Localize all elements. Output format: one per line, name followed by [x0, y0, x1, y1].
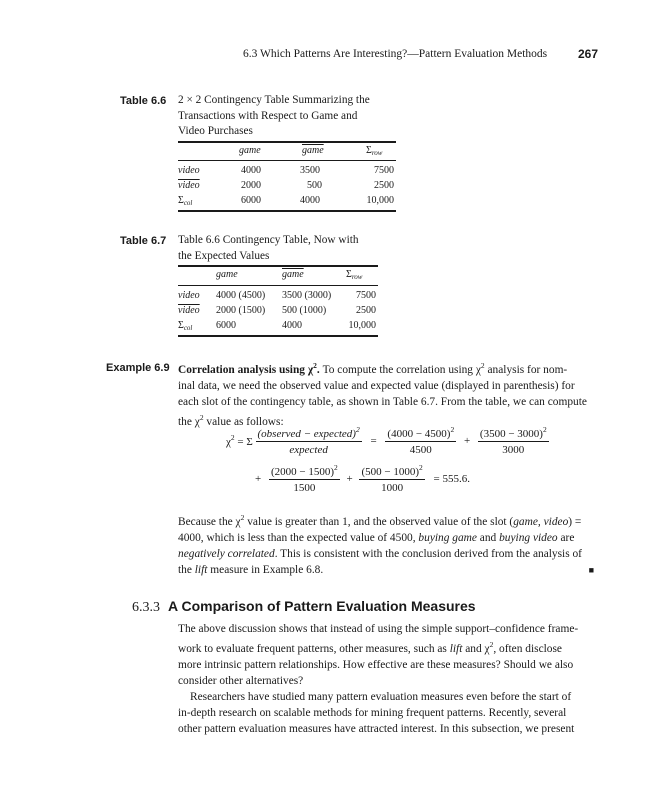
cell: 2500 — [356, 305, 376, 316]
text-line: each slot of the contingency table, as shown in Table 6.7. From the table, we can compute — [178, 396, 587, 408]
text-line — [178, 358, 596, 378]
numerator — [269, 463, 340, 480]
fraction — [385, 425, 456, 456]
sub: row — [371, 149, 383, 157]
cell: 10,000 — [366, 195, 394, 206]
table-6-6-caption — [178, 93, 428, 140]
table-6-6-label: Table 6.6 — [120, 95, 167, 107]
section-heading — [132, 598, 476, 616]
text-line: in-depth research on scalable methods for mining frequent patterns. Recently, several — [178, 707, 567, 719]
example-intro — [178, 358, 596, 430]
sup: 2 — [489, 640, 494, 649]
caption-line: 2 × 2 Contingency Table Summarizing the — [178, 94, 370, 106]
caption-line: Video Purchases — [178, 125, 253, 137]
equals: = — [370, 434, 377, 447]
cell: 10,000 — [348, 320, 376, 331]
table-row — [178, 318, 378, 333]
result: = 555.6. — [433, 472, 470, 485]
running-head — [243, 48, 598, 60]
text-line: consider other alternatives? — [178, 675, 304, 687]
cell: 2000 — [241, 180, 261, 191]
text-line: other pattern evaluation measures have attracted interest. In this subsection, we present — [178, 723, 575, 735]
text: measure in Example 6.8. — [207, 564, 324, 576]
text-line — [178, 562, 596, 578]
row-label: video — [178, 290, 200, 301]
col-header-game: game — [239, 145, 261, 156]
plus: + — [463, 434, 471, 447]
equation-line-1 — [226, 425, 549, 456]
plus: + — [255, 472, 262, 485]
table-top-rule — [178, 141, 396, 143]
cell: 7500 — [374, 165, 394, 176]
sup: 2 — [313, 361, 317, 370]
table-header-row — [178, 145, 396, 159]
text: lift — [194, 564, 208, 576]
sup: 2 — [355, 425, 360, 434]
caption-line: the Expected Values — [178, 249, 270, 262]
cell: 500 (1000) — [282, 305, 327, 316]
caption-line: Table 6.6 Contingency Table, Now with — [178, 234, 359, 246]
table-header-rule — [178, 160, 396, 161]
fraction — [269, 463, 340, 494]
cell: 2000 (1500) — [216, 305, 266, 316]
denominator: 1500 — [293, 482, 316, 494]
text-line: Researchers have studied many pattern evaluation measures even before the start of — [190, 691, 572, 703]
table-6-6-body — [178, 163, 396, 208]
row-label — [178, 318, 192, 336]
text: (4000 − 4500) — [387, 428, 451, 440]
caption-line: Transactions with Respect to Game and — [178, 109, 358, 122]
page-number: 267 — [577, 47, 598, 61]
cell: 500 — [307, 180, 322, 191]
sigma: Σ — [346, 269, 352, 280]
text: . This is consistent with the conclusion derived from the analysis of — [274, 548, 582, 560]
numerator — [359, 463, 424, 480]
text-line — [178, 530, 596, 546]
example-title — [178, 361, 320, 376]
table-6-7-label: Table 6.7 — [120, 235, 167, 247]
cell: 2500 — [374, 180, 394, 191]
table-bottom-rule — [178, 335, 378, 337]
cell: 4000 (4500) — [216, 290, 266, 301]
text: and — [476, 532, 500, 544]
row-label: video — [178, 305, 200, 316]
numerator — [256, 425, 362, 442]
text: (3500 − 3000) — [479, 428, 543, 440]
example-conclusion — [178, 510, 596, 578]
col-header-not-game: game — [282, 269, 304, 280]
col-header-row-total — [366, 145, 382, 157]
denominator: 1000 — [381, 482, 404, 494]
sub: col — [183, 324, 193, 332]
text: lift — [449, 643, 463, 655]
fraction — [256, 425, 362, 456]
chi: χ — [226, 436, 231, 448]
col-header-game: game — [216, 269, 238, 280]
section-title: A Comparison of Pattern Evaluation Measures — [168, 598, 476, 614]
sup: 2 — [230, 433, 235, 442]
table-top-rule — [178, 265, 378, 267]
row-label: video — [178, 165, 200, 176]
equation-line-2 — [255, 463, 470, 494]
table-6-7-caption — [178, 233, 428, 264]
cell: 6000 — [241, 195, 261, 206]
running-title: 6.3 Which Patterns Are Interesting?—Pattern Evaluation Methods — [243, 48, 548, 60]
text: value as follows: — [203, 416, 284, 428]
table-bottom-rule — [178, 210, 396, 212]
text-line: more intrinsic pattern relationships. How effective are these measures? Should we also — [178, 659, 574, 671]
table-6-7-body — [178, 288, 378, 333]
end-of-example-mark: ■ — [588, 565, 594, 575]
table-row — [178, 288, 378, 303]
sub: col — [183, 199, 193, 207]
text-line: inal data, we need the observed value and expected value (displayed in parenthesis) for — [178, 380, 575, 392]
table-row — [178, 193, 396, 208]
cell: 4000 — [241, 165, 261, 176]
row-label — [178, 193, 192, 211]
sup: 2 — [199, 413, 204, 422]
text: buying game — [418, 532, 477, 544]
text: Because the χ — [178, 516, 241, 528]
text: (2000 − 1500) — [270, 466, 334, 478]
section-body — [178, 621, 596, 737]
text: are — [557, 532, 575, 544]
numerator — [385, 425, 456, 442]
sigma: Σ — [178, 320, 184, 331]
text: To compute the correlation using χ — [322, 364, 481, 376]
table-header-rule — [178, 285, 378, 286]
cell: 6000 — [216, 320, 236, 331]
eq-lhs — [226, 433, 253, 448]
text-line — [178, 637, 596, 657]
text: value is greater than 1, and the observed value of the slot ( — [244, 516, 514, 528]
sigma: Σ — [366, 145, 372, 156]
table-header-row — [178, 269, 378, 283]
text-line: The above discussion shows that instead of using the simple support–confidence frame- — [178, 623, 579, 635]
text: , often disclose — [493, 643, 562, 655]
col-header-not-game: game — [302, 145, 324, 156]
sub: row — [351, 273, 363, 281]
text: the — [178, 564, 195, 576]
sup: 2 — [480, 361, 485, 370]
sup: 2 — [542, 425, 547, 434]
col-header-row-total — [346, 269, 362, 281]
table-6-6 — [178, 145, 396, 159]
table-row — [178, 178, 396, 193]
text: work to evaluate frequent patterns, other measures, such as — [178, 643, 450, 655]
text: (observed − expected) — [257, 428, 356, 440]
cell: 4000 — [300, 195, 320, 206]
cell: 7500 — [356, 290, 376, 301]
table-6-7 — [178, 269, 378, 283]
row-label: video — [178, 180, 200, 191]
cell: 3500 (3000) — [282, 290, 332, 301]
sup: 2 — [334, 463, 338, 472]
text: negatively correlated — [178, 548, 275, 560]
cell: 4000 — [282, 320, 302, 331]
text: buying video — [499, 532, 558, 544]
text: and χ — [462, 643, 490, 655]
fraction — [478, 425, 549, 456]
sup: 2 — [419, 463, 423, 472]
text: (500 − 1000) — [361, 466, 419, 478]
plus: + — [346, 472, 353, 485]
text-line — [178, 546, 596, 562]
denominator: expected — [289, 444, 328, 456]
table-row — [178, 303, 378, 318]
title-end: . — [316, 364, 320, 376]
text: analysis for nom- — [484, 364, 568, 376]
sigma: Σ — [178, 195, 184, 206]
text: ) = — [568, 516, 582, 528]
section-number: 6.3.3 — [132, 600, 160, 615]
denominator: 3000 — [502, 444, 525, 456]
numerator — [478, 425, 549, 442]
sup: 2 — [240, 513, 245, 522]
equals-sigma: = Σ — [237, 436, 253, 448]
cell: 3500 — [300, 165, 320, 176]
sup: 2 — [450, 425, 455, 434]
example-label: Example 6.9 — [106, 362, 170, 374]
text: game, video — [513, 516, 569, 528]
table-row — [178, 163, 396, 178]
text: the χ — [178, 416, 200, 428]
denominator: 4500 — [409, 444, 432, 456]
text: 4000, which is less than the expected value of 4500, — [178, 532, 419, 544]
text-line — [178, 510, 596, 530]
title-text: Correlation analysis using χ — [178, 364, 314, 376]
fraction — [359, 463, 424, 494]
